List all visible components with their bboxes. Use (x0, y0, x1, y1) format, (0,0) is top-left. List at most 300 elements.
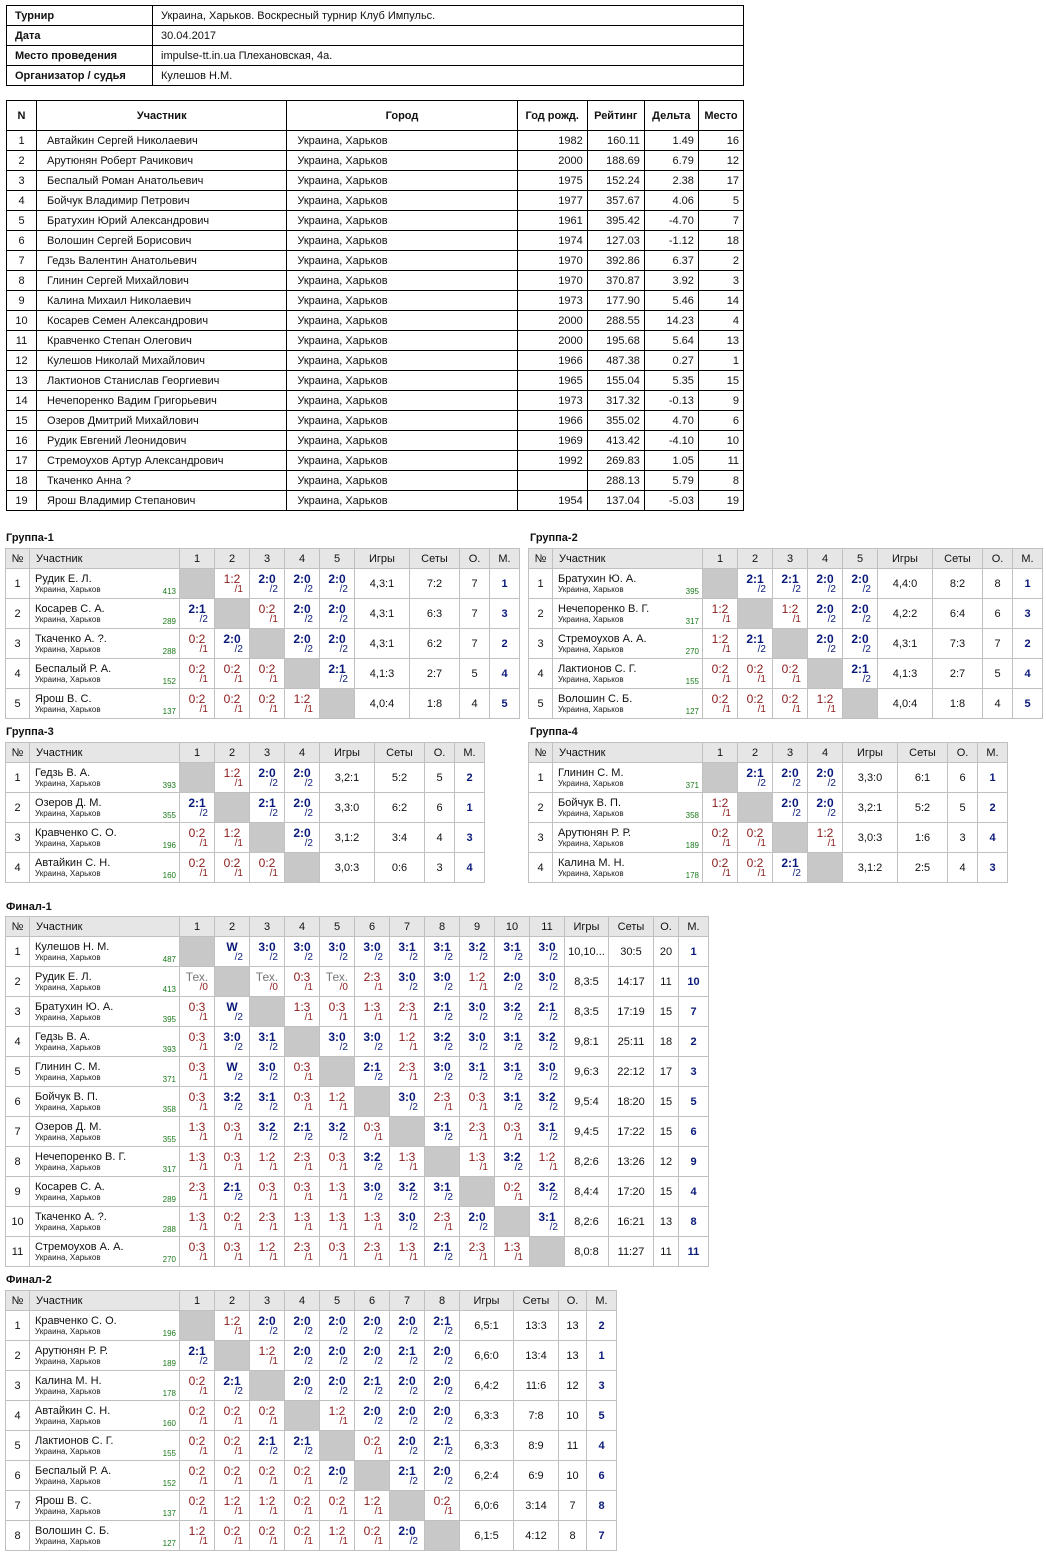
row-number: 4 (529, 659, 553, 689)
match-score (217, 1401, 247, 1427)
match-score (427, 1311, 457, 1337)
match-score (810, 823, 840, 849)
player-city: Украина, Харьков (35, 1537, 101, 1546)
match-result (215, 1521, 250, 1551)
info-label: Дата (7, 26, 153, 46)
score-text: 1:2 (538, 1150, 556, 1164)
match-points: /1 (339, 1506, 348, 1517)
match-score (427, 1057, 457, 1083)
participants-header-row (7, 101, 744, 131)
match-result (495, 1087, 530, 1117)
self-match-cell (250, 1371, 285, 1401)
match-score (322, 1461, 352, 1487)
participant-place: 12 (698, 151, 743, 171)
score-text: 3:0 (223, 1030, 241, 1044)
match-score (357, 1177, 387, 1203)
participant-delta: 5.35 (644, 371, 698, 391)
points-cell: 15 (654, 1087, 679, 1117)
match-score (322, 1177, 352, 1203)
col-header-opponent: 5 (320, 917, 355, 937)
row-number: 4 (6, 1401, 30, 1431)
score-text: 0:2 (258, 602, 276, 616)
match-score (392, 1147, 422, 1173)
group-row (6, 937, 709, 967)
match-points: /1 (304, 1252, 313, 1263)
score-text: 2:0 (293, 766, 311, 780)
participant-row (7, 391, 744, 411)
place-cell: 2 (1013, 629, 1043, 659)
match-points: /1 (269, 868, 278, 879)
participant-row (7, 411, 744, 431)
match-score (497, 997, 527, 1023)
match-result (320, 937, 355, 967)
row-number: 1 (529, 763, 553, 793)
participant-number: 3 (7, 171, 37, 191)
match-score (252, 1087, 282, 1113)
score-text: 2:0 (293, 796, 311, 810)
sets-cell: 1:8 (933, 689, 983, 719)
match-score (392, 1237, 422, 1263)
place-cell: 1 (1013, 569, 1043, 599)
player-cell (30, 1341, 180, 1371)
participant-name: Ярош Владимир Степанович (37, 491, 287, 511)
match-points: /2 (339, 1356, 348, 1367)
match-points: /2 (444, 952, 453, 963)
row-number: 1 (529, 569, 553, 599)
match-score (287, 823, 317, 849)
participant-name: Гедзь Валентин Анатольевич (37, 251, 287, 271)
score-text: 0:2 (781, 662, 799, 676)
match-score (705, 629, 735, 655)
player-cell (553, 793, 703, 823)
sets-cell: 8:9 (514, 1431, 559, 1461)
match-score (182, 793, 212, 819)
match-result (320, 629, 355, 659)
participant-rating: 269.83 (587, 451, 644, 471)
col-header-opponent: 2 (215, 917, 250, 937)
match-score (217, 629, 247, 655)
match-result (180, 1371, 215, 1401)
player-cell (30, 1207, 180, 1237)
match-points: /2 (792, 584, 801, 595)
match-result (460, 1147, 495, 1177)
match-score (287, 1147, 317, 1173)
col-header-num: № (6, 549, 30, 569)
match-score (287, 793, 317, 819)
match-points: /2 (409, 1386, 418, 1397)
match-points: /1 (339, 1162, 348, 1173)
games-cell: 6,4:2 (460, 1371, 514, 1401)
match-score (532, 1177, 562, 1203)
participant-place: 13 (698, 331, 743, 351)
match-points: /2 (549, 1072, 558, 1083)
col-header-number: N (7, 101, 37, 131)
group-title: Группа-1 (6, 532, 54, 544)
player-cell (30, 629, 180, 659)
player-rating: 160 (162, 1419, 176, 1428)
col-header-games: Игры (355, 549, 410, 569)
games-cell: 4,3:1 (355, 599, 410, 629)
sets-cell: 6:4 (933, 599, 983, 629)
points-cell: 15 (654, 1177, 679, 1207)
group-row (6, 1401, 617, 1431)
match-points: /2 (827, 778, 836, 789)
col-header-opponent: 4 (285, 1291, 320, 1311)
match-score (252, 1207, 282, 1233)
score-text: 2:0 (328, 1374, 346, 1388)
player-cell (30, 763, 180, 793)
match-score (810, 793, 840, 819)
score-text: 2:3 (398, 1000, 416, 1014)
match-result (215, 853, 250, 883)
place-cell: 1 (490, 569, 520, 599)
col-header-points: О. (948, 743, 978, 763)
match-points: /1 (234, 1222, 243, 1233)
match-points: /1 (374, 1132, 383, 1143)
player-rating: 288 (162, 647, 176, 656)
player-rating: 355 (162, 1135, 176, 1144)
match-result (390, 997, 425, 1027)
player-city: Украина, Харьков (558, 779, 624, 788)
match-points: /2 (304, 1326, 313, 1337)
score-text: 2:0 (293, 1344, 311, 1358)
match-score (392, 1207, 422, 1233)
match-score (217, 1237, 247, 1263)
match-result (355, 997, 390, 1027)
match-points: /1 (304, 1102, 313, 1113)
group-table (5, 1290, 617, 1551)
score-text: 2:3 (293, 1150, 311, 1164)
match-score (427, 1491, 457, 1517)
player-rating: 358 (685, 811, 699, 820)
participant-delta: 6.37 (644, 251, 698, 271)
score-text: 2:3 (363, 1240, 381, 1254)
match-score (462, 1027, 492, 1053)
self-match-cell (773, 823, 808, 853)
match-score (252, 1177, 282, 1203)
col-header-opponent: 5 (320, 1291, 355, 1311)
place-cell: 4 (1013, 659, 1043, 689)
match-score (357, 1521, 387, 1547)
match-points: /1 (269, 1506, 278, 1517)
match-score (182, 689, 212, 715)
match-points: /1 (199, 1476, 208, 1487)
place-cell: 4 (679, 1177, 709, 1207)
score-text: 0:2 (711, 662, 729, 676)
score-text: 1:3 (188, 1210, 206, 1224)
player-cell (30, 599, 180, 629)
match-score (252, 967, 282, 993)
place-cell: 2 (978, 793, 1008, 823)
match-result (180, 793, 215, 823)
match-result (215, 1177, 250, 1207)
participant-delta: 2.38 (644, 171, 698, 191)
participant-place: 2 (698, 251, 743, 271)
score-text: 1:2 (781, 602, 799, 616)
match-score (392, 1177, 422, 1203)
score-text: 2:0 (398, 1404, 416, 1418)
score-text: 1:3 (398, 1240, 416, 1254)
participant-birth-year: 2000 (517, 151, 587, 171)
match-points: /2 (269, 1446, 278, 1457)
score-text: 2:0 (293, 572, 311, 586)
match-points: /2 (199, 1356, 208, 1367)
match-result (773, 853, 808, 883)
match-result (703, 793, 738, 823)
participant-city: Украина, Харьков (287, 211, 517, 231)
self-match-cell (425, 1521, 460, 1551)
match-points: /1 (199, 1102, 208, 1113)
match-points: /1 (199, 868, 208, 879)
match-score (775, 763, 805, 789)
player-name: Арутюнян Р. Р. (558, 827, 631, 839)
match-points: /1 (304, 982, 313, 993)
score-text: 2:3 (293, 1240, 311, 1254)
self-match-cell (738, 793, 773, 823)
participant-name: Рудик Евгений Леонидович (37, 431, 287, 451)
participant-place: 9 (698, 391, 743, 411)
match-result (180, 1177, 215, 1207)
col-header-opponent: 4 (808, 549, 843, 569)
col-header-games: Игры (878, 549, 933, 569)
match-result (180, 1401, 215, 1431)
match-points: /2 (549, 1132, 558, 1143)
match-result (180, 1491, 215, 1521)
score-text: 0:2 (293, 1494, 311, 1508)
match-points: /1 (199, 1446, 208, 1457)
participant-number: 11 (7, 331, 37, 351)
match-result (320, 1027, 355, 1057)
participant-number: 6 (7, 231, 37, 251)
score-text: 2:3 (468, 1240, 486, 1254)
score-text: 0:2 (258, 1404, 276, 1418)
group-row (6, 629, 520, 659)
score-text: 2:0 (398, 1374, 416, 1388)
place-cell: 10 (679, 967, 709, 997)
match-score (462, 1237, 492, 1263)
match-result (320, 997, 355, 1027)
player-cell (30, 1431, 180, 1461)
player-rating: 393 (162, 1045, 176, 1054)
match-result (180, 823, 215, 853)
match-points: /2 (514, 1162, 523, 1173)
match-result (355, 1341, 390, 1371)
col-header-games: Игры (565, 917, 609, 937)
score-text: 2:1 (851, 662, 869, 676)
participant-city: Украина, Харьков (287, 431, 517, 451)
self-match-cell (355, 1461, 390, 1491)
score-text: 1:2 (258, 1344, 276, 1358)
score-text: 2:3 (188, 1180, 206, 1194)
participant-name: Косарев Семен Александрович (37, 311, 287, 331)
match-points: /2 (827, 584, 836, 595)
participant-number: 19 (7, 491, 37, 511)
match-points: /1 (722, 868, 731, 879)
match-points: /2 (444, 1072, 453, 1083)
participant-number: 1 (7, 131, 37, 151)
participant-place: 18 (698, 231, 743, 251)
participant-number: 9 (7, 291, 37, 311)
match-result (180, 1027, 215, 1057)
score-text: 0:2 (223, 1434, 241, 1448)
player-cell (30, 793, 180, 823)
score-text: 0:2 (188, 1494, 206, 1508)
match-score (322, 997, 352, 1023)
match-score (182, 599, 212, 625)
player-cell (553, 853, 703, 883)
match-points: /1 (199, 1042, 208, 1053)
player-city: Украина, Харьков (35, 1387, 101, 1396)
col-header-opponent: 6 (355, 1291, 390, 1311)
match-score (462, 1207, 492, 1233)
player-name: Арутюнян Р. Р. (35, 1345, 108, 1357)
match-result (390, 1431, 425, 1461)
sets-cell: 1:8 (410, 689, 460, 719)
score-text: 1:2 (223, 572, 241, 586)
match-points: /2 (444, 1132, 453, 1143)
row-number: 6 (6, 1461, 30, 1491)
match-result (355, 1147, 390, 1177)
match-points: /1 (304, 1072, 313, 1083)
score-text: 0:3 (258, 1180, 276, 1194)
group-row (529, 659, 1043, 689)
points-cell: 6 (983, 599, 1013, 629)
player-rating: 270 (162, 1255, 176, 1264)
score-text: 0:2 (223, 1524, 241, 1538)
match-points: /2 (409, 1192, 418, 1203)
col-header-place: М. (587, 1291, 617, 1311)
participant-birth-year: 1961 (517, 211, 587, 231)
group-row (6, 1177, 709, 1207)
match-points: /2 (269, 778, 278, 789)
score-text: W (226, 1000, 238, 1014)
match-result (495, 1147, 530, 1177)
match-result (425, 1371, 460, 1401)
score-text: 0:2 (258, 692, 276, 706)
match-score (497, 937, 527, 963)
match-points: /2 (374, 1042, 383, 1053)
score-text: 3:2 (538, 1180, 556, 1194)
col-header-city: Город (287, 101, 517, 131)
sets-cell: 0:6 (375, 853, 425, 883)
player-cell (553, 629, 703, 659)
match-points: /2 (827, 808, 836, 819)
games-cell: 3,3:0 (320, 793, 375, 823)
match-score (287, 1461, 317, 1487)
player-city: Украина, Харьков (35, 839, 101, 848)
player-cell (30, 937, 180, 967)
group-table (5, 916, 709, 1267)
match-points: /1 (234, 868, 243, 879)
player-cell (553, 689, 703, 719)
match-result (180, 1341, 215, 1371)
match-score (182, 1177, 212, 1203)
participant-city: Украина, Харьков (287, 231, 517, 251)
match-points: /2 (374, 1072, 383, 1083)
match-score (462, 997, 492, 1023)
group-table (528, 548, 1043, 719)
score-text: Тех. (325, 970, 349, 984)
match-result (180, 1431, 215, 1461)
col-header-player: Участник (30, 743, 180, 763)
player-name: Рудик Е. Л. (35, 573, 92, 585)
participant-number: 8 (7, 271, 37, 291)
match-points: /1 (304, 1536, 313, 1547)
match-points: /1 (792, 704, 801, 715)
sets-cell: 6:2 (410, 629, 460, 659)
match-result (390, 1311, 425, 1341)
participant-place: 6 (698, 411, 743, 431)
match-points: /1 (199, 1162, 208, 1173)
player-name: Калина М. Н. (35, 1375, 102, 1387)
row-number: 1 (6, 763, 30, 793)
match-result (355, 1491, 390, 1521)
participant-place: 11 (698, 451, 743, 471)
group-header-row (529, 743, 1008, 763)
score-text: 2:0 (223, 632, 241, 646)
participant-name: Арутюнян Роберт Рачикович (37, 151, 287, 171)
games-cell: 10,10... (565, 937, 609, 967)
match-result (390, 1207, 425, 1237)
match-score (252, 1057, 282, 1083)
match-points: /2 (304, 1446, 313, 1457)
match-points: /1 (479, 1252, 488, 1263)
score-text: 3:0 (363, 1180, 381, 1194)
match-points: /1 (479, 1102, 488, 1113)
info-row (7, 46, 744, 66)
self-match-cell (425, 1147, 460, 1177)
match-score (252, 599, 282, 625)
match-points: /2 (549, 1102, 558, 1113)
player-rating: 155 (685, 677, 699, 686)
match-points: /2 (199, 614, 208, 625)
games-cell: 3,1:2 (320, 823, 375, 853)
match-points: /2 (304, 1132, 313, 1143)
match-result (180, 1147, 215, 1177)
participant-place: 10 (698, 431, 743, 451)
score-text: 2:0 (816, 602, 834, 616)
match-result (495, 1177, 530, 1207)
row-number: 11 (6, 1237, 30, 1267)
match-score (740, 629, 770, 655)
score-text: 2:0 (328, 572, 346, 586)
match-score (392, 1461, 422, 1487)
match-result (180, 659, 215, 689)
row-number: 3 (6, 997, 30, 1027)
points-cell: 12 (559, 1371, 587, 1401)
participant-row (7, 271, 744, 291)
match-points: /1 (199, 1506, 208, 1517)
match-points: /2 (409, 1416, 418, 1427)
col-header-num: № (6, 917, 30, 937)
player-rating: 189 (162, 1359, 176, 1368)
match-result (808, 569, 843, 599)
score-text: Тех. (185, 970, 209, 984)
match-points: /1 (339, 1012, 348, 1023)
score-text: 1:2 (223, 1314, 241, 1328)
match-score (357, 1311, 387, 1337)
self-match-cell (320, 1057, 355, 1087)
match-points: /2 (479, 952, 488, 963)
match-result (355, 1431, 390, 1461)
row-number: 2 (6, 793, 30, 823)
sets-cell: 6:2 (375, 793, 425, 823)
participant-row (7, 471, 744, 491)
match-score (705, 793, 735, 819)
match-points: /2 (409, 1356, 418, 1367)
match-result (285, 1057, 320, 1087)
points-cell: 11 (654, 967, 679, 997)
